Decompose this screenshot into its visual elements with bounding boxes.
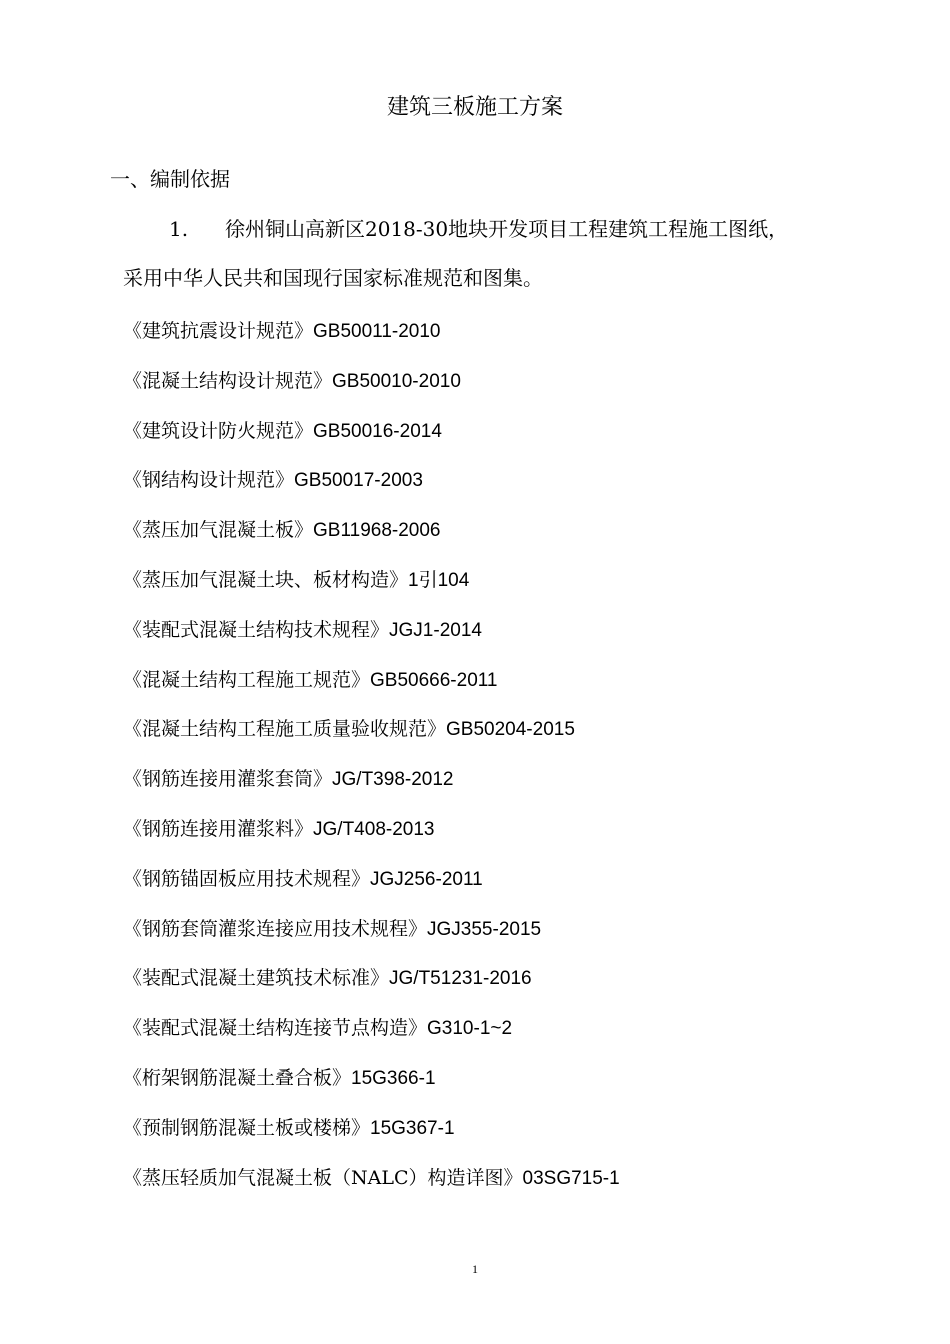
standard-code: 15G366-1 — [351, 1067, 436, 1089]
item-number: 1. — [169, 217, 189, 241]
standard-code: GB50204-2015 — [446, 719, 575, 741]
standard-code: GB50011-2010 — [313, 321, 441, 342]
standard-item — [123, 815, 620, 865]
standard-code: G310-1~2 — [427, 1018, 513, 1040]
standard-name: 《建筑设计防火规范》 — [123, 419, 314, 442]
standard-name: 《钢筋连接用灌浆料》 — [123, 817, 314, 840]
standard-code: GB50010-2010 — [332, 370, 461, 392]
standard-code: JGJ256-2011 — [370, 868, 483, 890]
standard-item — [123, 1114, 620, 1164]
standard-item — [123, 765, 620, 815]
standard-name: 《钢筋连接用灌浆套筒》 — [123, 768, 333, 791]
standard-item — [123, 715, 620, 765]
standard-item — [123, 666, 620, 716]
standard-code: 1引104 — [408, 569, 470, 591]
standard-code: GB50666-2011 — [370, 669, 498, 691]
standard-name: 《装配式混凝土结构技术规程》 — [123, 618, 390, 641]
standard-code: GB50017-2003 — [294, 470, 423, 492]
standard-item — [123, 466, 620, 516]
standard-item — [123, 1014, 620, 1064]
standard-name: 《建筑抗震设计规范》 — [123, 320, 314, 342]
standard-item — [123, 317, 620, 367]
standard-name: 《混凝土结构设计规范》 — [123, 369, 333, 392]
standard-name: 《钢结构设计规范》 — [123, 469, 295, 492]
paragraph-item-1-line-1 — [123, 215, 853, 243]
standard-name: 《蒸压加气混凝土块、板材构造》 — [123, 568, 409, 591]
standard-item — [123, 915, 620, 965]
standard-code: JG/T398-2012 — [332, 769, 454, 791]
standard-name: 《蒸压加气混凝土板》 — [123, 519, 314, 542]
standard-item — [123, 367, 620, 417]
standard-code: 03SG715-1 — [522, 1167, 620, 1189]
paragraph-item-1-line-2: 采用中华人民共和国现行国家标准规范和图集。 — [123, 266, 543, 290]
standard-name: 《装配式混凝土结构连接节点构造》 — [123, 1017, 428, 1040]
standard-code: JG/T408-2013 — [313, 818, 435, 840]
standard-code: 15G367-1 — [370, 1117, 455, 1139]
standard-code: JG/T51231-2016 — [389, 968, 532, 990]
section-heading: 一、编制依据 — [110, 167, 230, 191]
standard-item — [123, 417, 620, 467]
standard-name: 《桁架钢筋混凝土叠合板》 — [123, 1066, 352, 1089]
standard-item — [123, 1164, 620, 1214]
standard-name: 《钢筋锚固板应用技术规程》 — [123, 867, 371, 890]
standard-code: GB11968-2006 — [313, 520, 441, 542]
standard-name: 《混凝土结构工程施工规范》 — [123, 668, 371, 691]
document-title: 建筑三板施工方案 — [386, 95, 563, 120]
standard-name: 《装配式混凝土建筑技术标准》 — [123, 967, 390, 990]
standard-code: JGJ355-2015 — [427, 918, 542, 940]
standard-item — [123, 566, 620, 616]
standard-name: 《钢筋套筒灌浆连接应用技术规程》 — [123, 917, 428, 940]
standards-list — [123, 317, 620, 1213]
standard-item — [123, 964, 620, 1014]
standard-name: 《混凝土结构工程施工质量验收规范》 — [123, 718, 447, 741]
standard-name: 《预制钢筋混凝土板或楼梯》 — [123, 1116, 371, 1139]
standard-item — [123, 516, 620, 566]
page-number: 1 — [472, 1262, 478, 1276]
standard-name: 《蒸压轻质加气混凝土板（NALC）构造详图》 — [123, 1166, 523, 1189]
standard-item — [123, 616, 620, 666]
standard-item — [123, 1064, 620, 1114]
standard-code: JGJ1-2014 — [389, 619, 482, 641]
standard-item — [123, 865, 620, 915]
standard-code: GB50016-2014 — [313, 420, 442, 442]
item-text-line-1: 徐州铜山高新区2018-30地块开发项目工程建筑工程施工图纸， — [225, 217, 789, 241]
